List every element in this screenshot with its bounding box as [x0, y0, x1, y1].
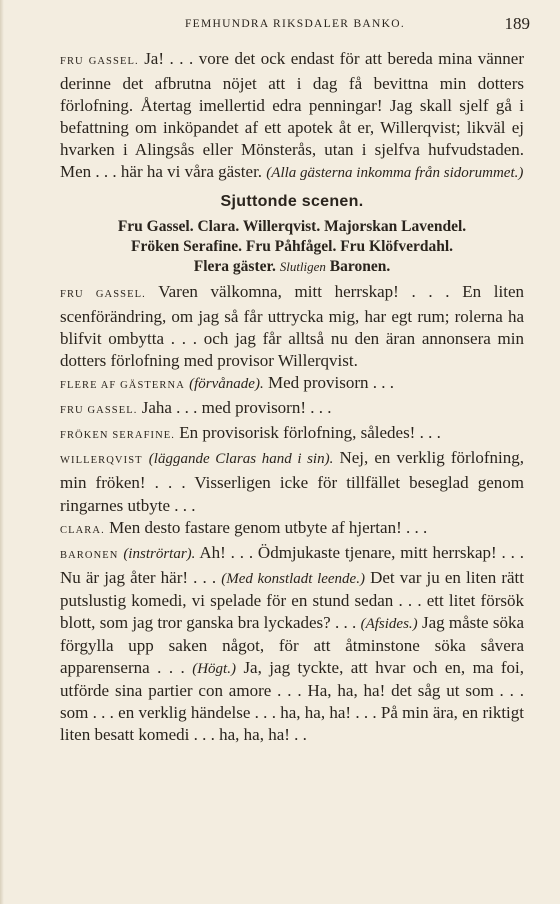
- cast-line: Fröken Serafine. Fru Påhfågel. Fru Klöfverdahl.: [130, 237, 454, 255]
- stage-direction: (förvånade).: [189, 376, 264, 393]
- stage-direction: (läggande Claras hand i sin).: [148, 451, 334, 468]
- cast-line: Fru Gassel. Clara. Willerqvist. Majorskan Lavendel.: [117, 217, 467, 235]
- stage-direction: (Afsides.): [360, 615, 418, 632]
- speech-text: Med provisorn . . .: [263, 373, 395, 393]
- running-head: FEMHUNDRA RIKSDALER BANKO.: [184, 18, 406, 30]
- speaker-name: FRU GASSEL.: [60, 405, 138, 417]
- stage-direction: (Alla gästerna inkomma från sidorummet.): [266, 165, 524, 182]
- speaker-name: FLERE AF GÄSTERNA: [60, 380, 185, 392]
- speech-paragraph: [60, 447, 524, 516]
- speech-text: En provisorisk förlofning, således! . . .: [175, 423, 441, 443]
- speaker-name: BARONEN: [60, 549, 119, 561]
- stage-direction: Slutligen: [279, 258, 326, 274]
- speech-paragraph: [60, 422, 524, 447]
- speech-paragraph: [60, 281, 524, 372]
- speaker-name: WILLERQVIST: [60, 455, 143, 467]
- speech-paragraph: [60, 48, 524, 185]
- speech-paragraph: [60, 542, 524, 747]
- speech-text: Jag måste söka förgylla upp saken något, för att åtminstone söka såvera apparenserna . . .: [60, 612, 524, 678]
- stage-direction: (Med konstladt leende.): [221, 570, 365, 587]
- speech-text: Det var ju en liten rätt putslustig komedi, vi spelade för en stund sedan . . . ett litet försök blott, som jag tror ganska bra lyckades? . . .: [60, 567, 525, 632]
- speech-paragraph: [60, 372, 524, 397]
- speech-text: Ja! . . . vore det ock endast för att bereda mina vänner derinne det afbrutna nöjet att i dag få bevittna min dotters förlofning. Återtag imellertid edra penningar! Jag skall sjelf gå i befattning om inköpandet af ett apotek åt er, Willerqvist; likväl ej hvarken i Alingsås eller Mönsterås, utan i sjelfva hufvudstaden. Men . . . här ha vi våra gäster.: [60, 49, 524, 182]
- speaker-name: FRU GASSEL.: [60, 56, 139, 67]
- scene-title: Sjuttonde scenen.: [220, 192, 364, 210]
- speech-text: Ah! . . . Ödmjukaste tjenare, mitt herrskap! . . . Nu är jag åter här! . . .: [60, 542, 525, 587]
- cast-line: Flera gäster.: [193, 257, 280, 275]
- speech-paragraph: [60, 397, 524, 422]
- speech-text: Varen välkomna, mitt herrskap! . . . En liten scenförändring, om jag så får uttrycka mig, har egt rum; rolerna ha blifvit ombytta . . . och jag får alltså nu den äran annonsera min dotters förlofning med provisor Willerqvist.: [60, 281, 524, 370]
- cast-line: Baronen.: [325, 257, 391, 275]
- speech-text: Men desto fastare genom utbyte af hjertan! . . .: [104, 517, 428, 537]
- speech-text: Ja, jag tyckte, att hvar och en, ma foi, utförde sina partier con amore . . . Ha, ha, ha! det såg ut som . . . som . . . en verklig händelse . . . ha, ha, ha! . . . På min ära, en riktigt liten besatt komedi . . . ha, ha, ha! . .: [60, 658, 524, 745]
- speaker-name: CLARA.: [60, 524, 105, 536]
- stage-direction: (inströrtar).: [123, 545, 196, 562]
- speech-text: Jaha . . . med provisorn! . . .: [137, 398, 332, 418]
- stage-direction: (Högt.): [192, 661, 236, 678]
- cast-list: [60, 217, 524, 277]
- page-header: [60, 14, 530, 34]
- page-body: [60, 48, 524, 747]
- speaker-name: FRÖKEN SERAFINE.: [60, 430, 176, 442]
- speech-paragraph: [60, 517, 524, 542]
- speech-text: Nej, en verklig förlofning, min fröken! . . . Visserligen icke för tillfället beseglad genom ringarnes utbyte . . .: [60, 448, 524, 515]
- speaker-name: FRU GASSEL.: [60, 288, 146, 300]
- page-number: 189: [504, 14, 530, 33]
